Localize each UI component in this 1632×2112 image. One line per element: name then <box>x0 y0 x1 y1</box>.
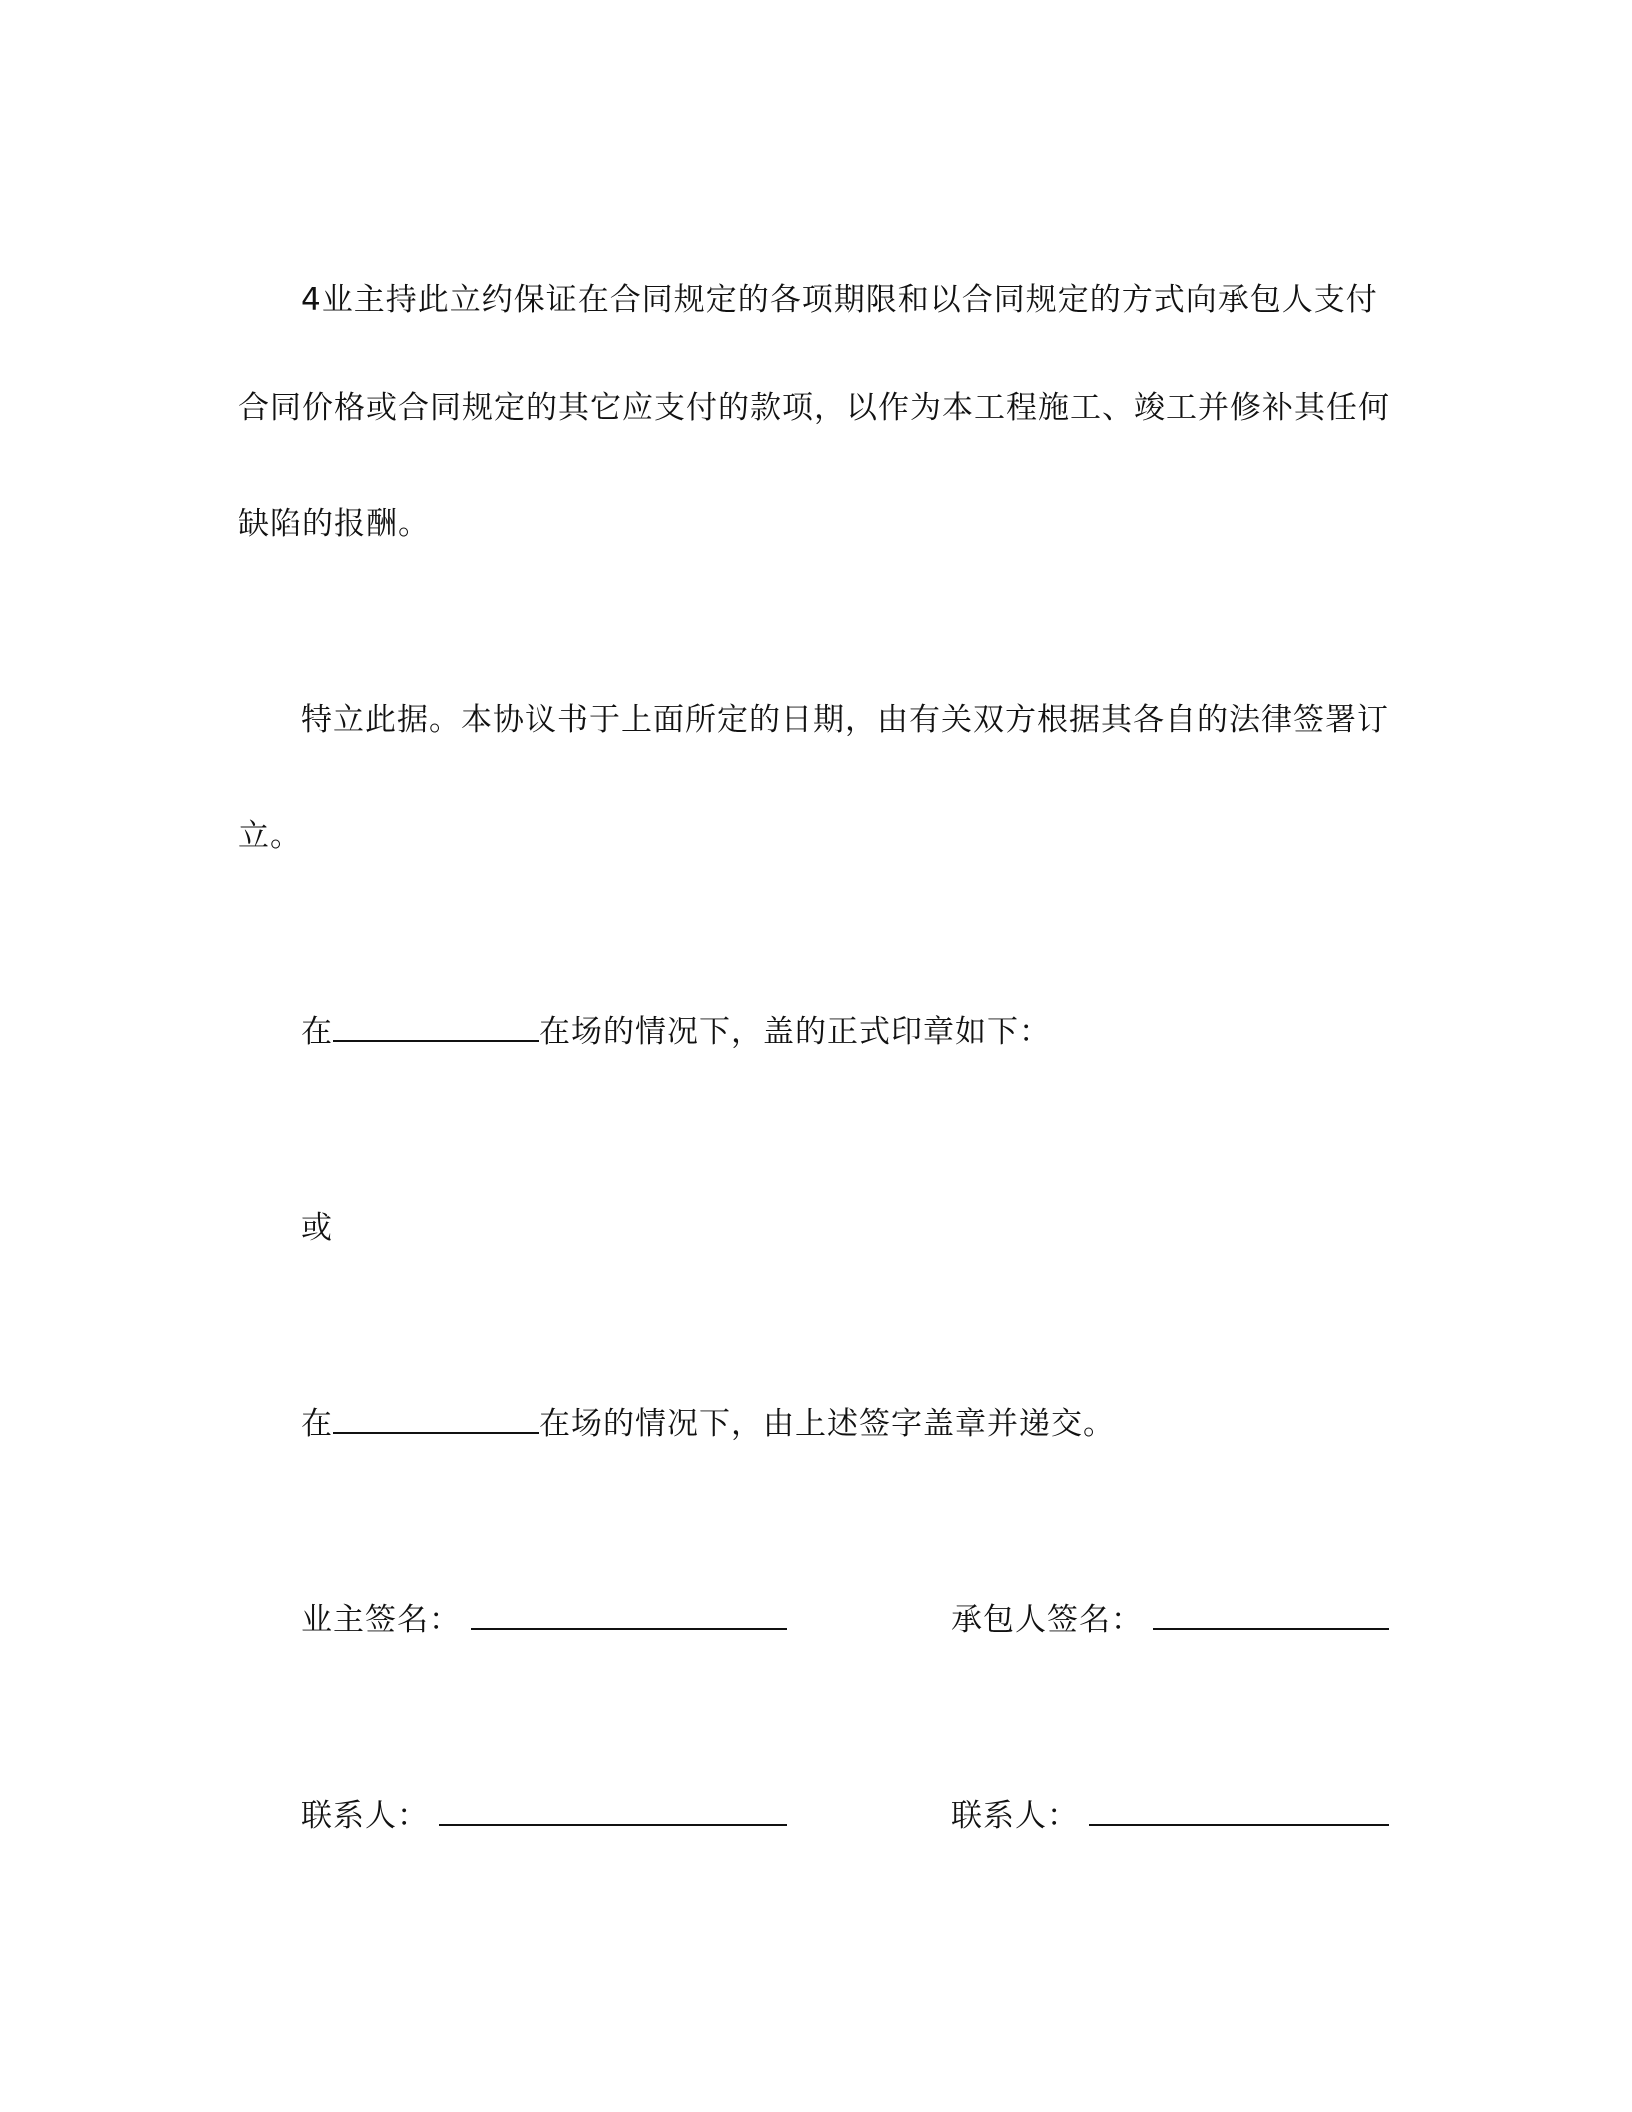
paragraph-1-line-2: 合同价格或合同规定的其它应支付的款项，以作为本工程施工、竣工并修补其任何 <box>238 390 1390 426</box>
contractor-signature-label: 承包人签名： <box>951 1602 1143 1638</box>
seal-clause <box>301 1010 1051 1054</box>
or-text: 或 <box>301 1210 333 1246</box>
owner-contact-field[interactable] <box>439 1794 787 1826</box>
seal-clause-suffix: 在场的情况下，盖的正式印章如下： <box>539 1014 1051 1050</box>
owner-signature <box>301 1598 787 1642</box>
sign-clause-prefix: 在 <box>301 1406 333 1442</box>
owner-contact <box>301 1794 787 1838</box>
witness-blank-2[interactable] <box>333 1402 539 1434</box>
paragraph-1-line-3: 缺陷的报酬。 <box>238 506 430 542</box>
contractor-contact-label: 联系人： <box>951 1798 1079 1834</box>
paragraph-2-line-2: 立。 <box>238 818 302 854</box>
owner-signature-field[interactable] <box>471 1598 787 1630</box>
paragraph-2-line-1: 特立此据。本协议书于上面所定的日期，由有关双方根据其各自的法律签署订 <box>301 702 1389 738</box>
contractor-contact-field[interactable] <box>1089 1794 1389 1826</box>
owner-signature-label: 业主签名： <box>301 1602 461 1638</box>
paragraph-1-line-1: 4业主持此立约保证在合同规定的各项期限和以合同规定的方式向承包人支付 <box>301 282 1378 318</box>
sign-clause-suffix: 在场的情况下，由上述签字盖章并递交。 <box>539 1406 1115 1442</box>
witness-blank-1[interactable] <box>333 1010 539 1042</box>
sign-clause <box>301 1402 1115 1446</box>
owner-contact-label: 联系人： <box>301 1798 429 1834</box>
contractor-signature-field[interactable] <box>1153 1598 1389 1630</box>
seal-clause-prefix: 在 <box>301 1014 333 1050</box>
contractor-contact <box>951 1794 1389 1838</box>
contractor-signature <box>951 1598 1389 1642</box>
